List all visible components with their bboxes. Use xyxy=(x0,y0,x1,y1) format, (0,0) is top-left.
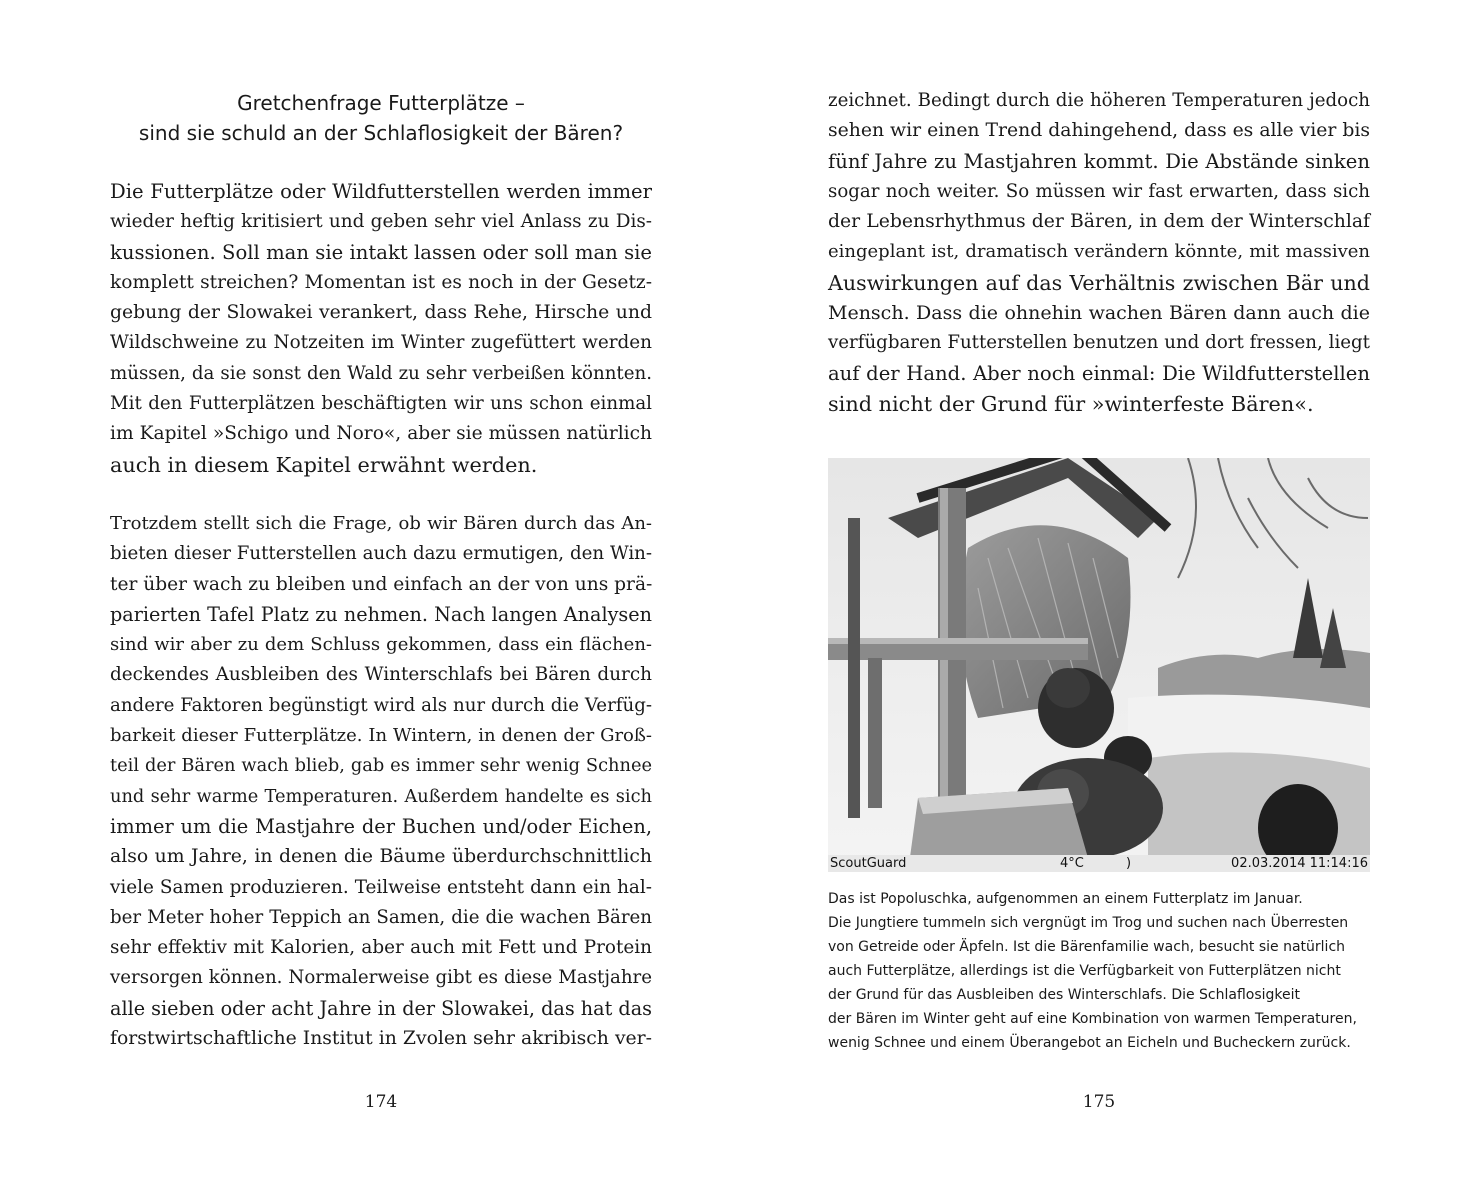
caption-line: Die Jungtiere tummeln sich vergnügt im Trog und suchen nach Überresten xyxy=(828,915,1349,931)
text-line: parierten Tafel Platz zu nehmen. Nach langen Analysen xyxy=(110,602,652,626)
page-number: 175 xyxy=(1082,1092,1116,1112)
trail-camera-photo xyxy=(828,458,1370,872)
caption-line: wenig Schnee und einem Überangebot an Eicheln und Bucheckern zurück. xyxy=(828,1035,1351,1051)
text-line: ter über wach zu bleiben und einfach an der von uns prä- xyxy=(110,573,653,595)
text-line: sehen wir einen Trend dahingehend, dass es alle vier bis xyxy=(828,120,1370,142)
paragraph-2 xyxy=(110,509,652,1054)
text-line: andere Faktoren begünstigt wird als nur durch die Verfüg- xyxy=(110,694,652,716)
heading-line: Gretchenfrage Futterplätze – xyxy=(237,91,525,115)
paragraph-continued xyxy=(828,86,1370,419)
text-line: komplett streichen? Momentan ist es noch in der Gesetz- xyxy=(110,271,652,293)
text-line: bieten dieser Futterstellen auch dazu ermutigen, den Win- xyxy=(110,543,652,565)
right-page xyxy=(738,0,1476,1181)
text-line: kussionen. Soll man sie intakt lassen oder soll man sie xyxy=(110,240,652,264)
camera-brand: ScoutGuard xyxy=(830,856,907,871)
text-line: der Lebensrhythmus der Bären, in dem der Winterschlaf xyxy=(828,211,1370,233)
text-line: Die Futterplätze oder Wildfutterstellen werden immer xyxy=(110,180,652,203)
text-line: alle sieben oder acht Jahre in der Slowakei, das hat das xyxy=(110,996,652,1020)
bear-feeding-station-illustration xyxy=(828,458,1370,872)
text-line: fünf Jahre zu Mastjahren kommt. Die Abstände sinken xyxy=(828,149,1370,173)
page-number: 174 xyxy=(364,1092,398,1112)
text-line: teil der Bären wach blieb, gab es immer sehr wenig Schnee xyxy=(110,755,652,777)
text-line: sehr effektiv mit Kalorien, aber auch mit Fett und Protein xyxy=(110,937,652,959)
text-line: Mensch. Dass die ohnehin wachen Bären dann auch die xyxy=(828,302,1370,325)
caption-line: der Grund für das Ausbleiben des Winterschlafs. Die Schlaflosigkeit xyxy=(828,987,1301,1003)
text-line: immer um die Mastjahre der Buchen und/oder Eichen, xyxy=(110,814,652,838)
text-line: im Kapitel »Schigo und Noro«, aber sie müssen natürlich xyxy=(110,423,652,445)
text-line: und sehr warme Temperaturen. Außerdem handelte es sich xyxy=(110,785,652,807)
paragraph-1 xyxy=(110,177,652,480)
moon-phase-icon: ) xyxy=(1126,856,1132,871)
text-line: viele Samen produzieren. Teilweise entsteht dann ein hal- xyxy=(110,876,652,898)
text-line: verfügbaren Futterstellen benutzen und dort fressen, liegt xyxy=(828,332,1370,354)
text-line: sind nicht der Grund für »winterfeste Bären«. xyxy=(828,391,1314,416)
text-line: deckendes Ausbleiben des Winterschlafs bei Bären durch xyxy=(110,664,652,686)
text-line: also um Jahre, in denen die Bäume überdurchschnittlich xyxy=(110,846,652,868)
text-line: auf der Hand. Aber noch einmal: Die Wildfutterstellen xyxy=(828,361,1370,385)
text-line: Auswirkungen auf das Verhältnis zwischen Bär und xyxy=(828,270,1370,295)
text-line: zeichnet. Bedingt durch die höheren Temperaturen jedoch xyxy=(828,90,1370,111)
text-line: sogar noch weiter. So müssen wir fast erwarten, dass sich xyxy=(828,180,1370,202)
heading-line: sind sie schuld an der Schlaflosigkeit der Bären? xyxy=(138,121,624,145)
text-line: Wildschweine zu Notzeiten im Winter zugefüttert werden xyxy=(110,332,652,354)
text-line: gebung der Slowakei verankert, dass Rehe, Hirsche und xyxy=(110,302,652,324)
camera-temperature: 4°C xyxy=(1060,856,1084,871)
text-line: eingeplant ist, dramatisch verändern könnte, mit massiven xyxy=(828,241,1370,263)
camera-timestamp: 02.03.2014 11:14:16 xyxy=(1231,856,1368,871)
text-line: forstwirtschaftliche Institut in Zvolen sehr akribisch ver- xyxy=(110,1028,652,1050)
caption-line: Das ist Popoluschka, aufgenommen an einem Futterplatz im Januar. xyxy=(828,891,1303,907)
text-line: Mit den Futterplätzen beschäftigten wir uns schon einmal xyxy=(110,393,652,415)
text-line: sind wir aber zu dem Schluss gekommen, dass ein flächen- xyxy=(110,634,652,656)
text-line: auch in diesem Kapitel erwähnt werden. xyxy=(110,452,538,477)
caption-line: auch Futterplätze, allerdings ist die Verfügbarkeit von Futterplätzen nicht xyxy=(828,963,1341,979)
caption-line: der Bären im Winter geht auf eine Kombination von warmen Temperaturen, xyxy=(828,1011,1357,1027)
camera-info-bar xyxy=(828,855,1370,872)
caption-line: von Getreide oder Äpfeln. Ist die Bärenfamilie wach, besucht sie natürlich xyxy=(828,939,1346,955)
text-line: müssen, da sie sonst den Wald zu sehr verbeißen könnten. xyxy=(110,362,652,384)
text-line: ber Meter hoher Teppich an Samen, die die wachen Bären xyxy=(110,906,652,928)
text-line: versorgen können. Normalerweise gibt es diese Mastjahre xyxy=(110,967,652,989)
text-line: barkeit dieser Futterplätze. In Wintern, in denen der Groß- xyxy=(110,725,652,747)
text-line: Trotzdem stellt sich die Frage, ob wir Bären durch das An- xyxy=(110,513,652,534)
photo-caption xyxy=(828,887,1388,1055)
text-line: wieder heftig kritisiert und geben sehr viel Anlass zu Dis- xyxy=(110,211,652,233)
chapter-heading xyxy=(110,88,652,148)
